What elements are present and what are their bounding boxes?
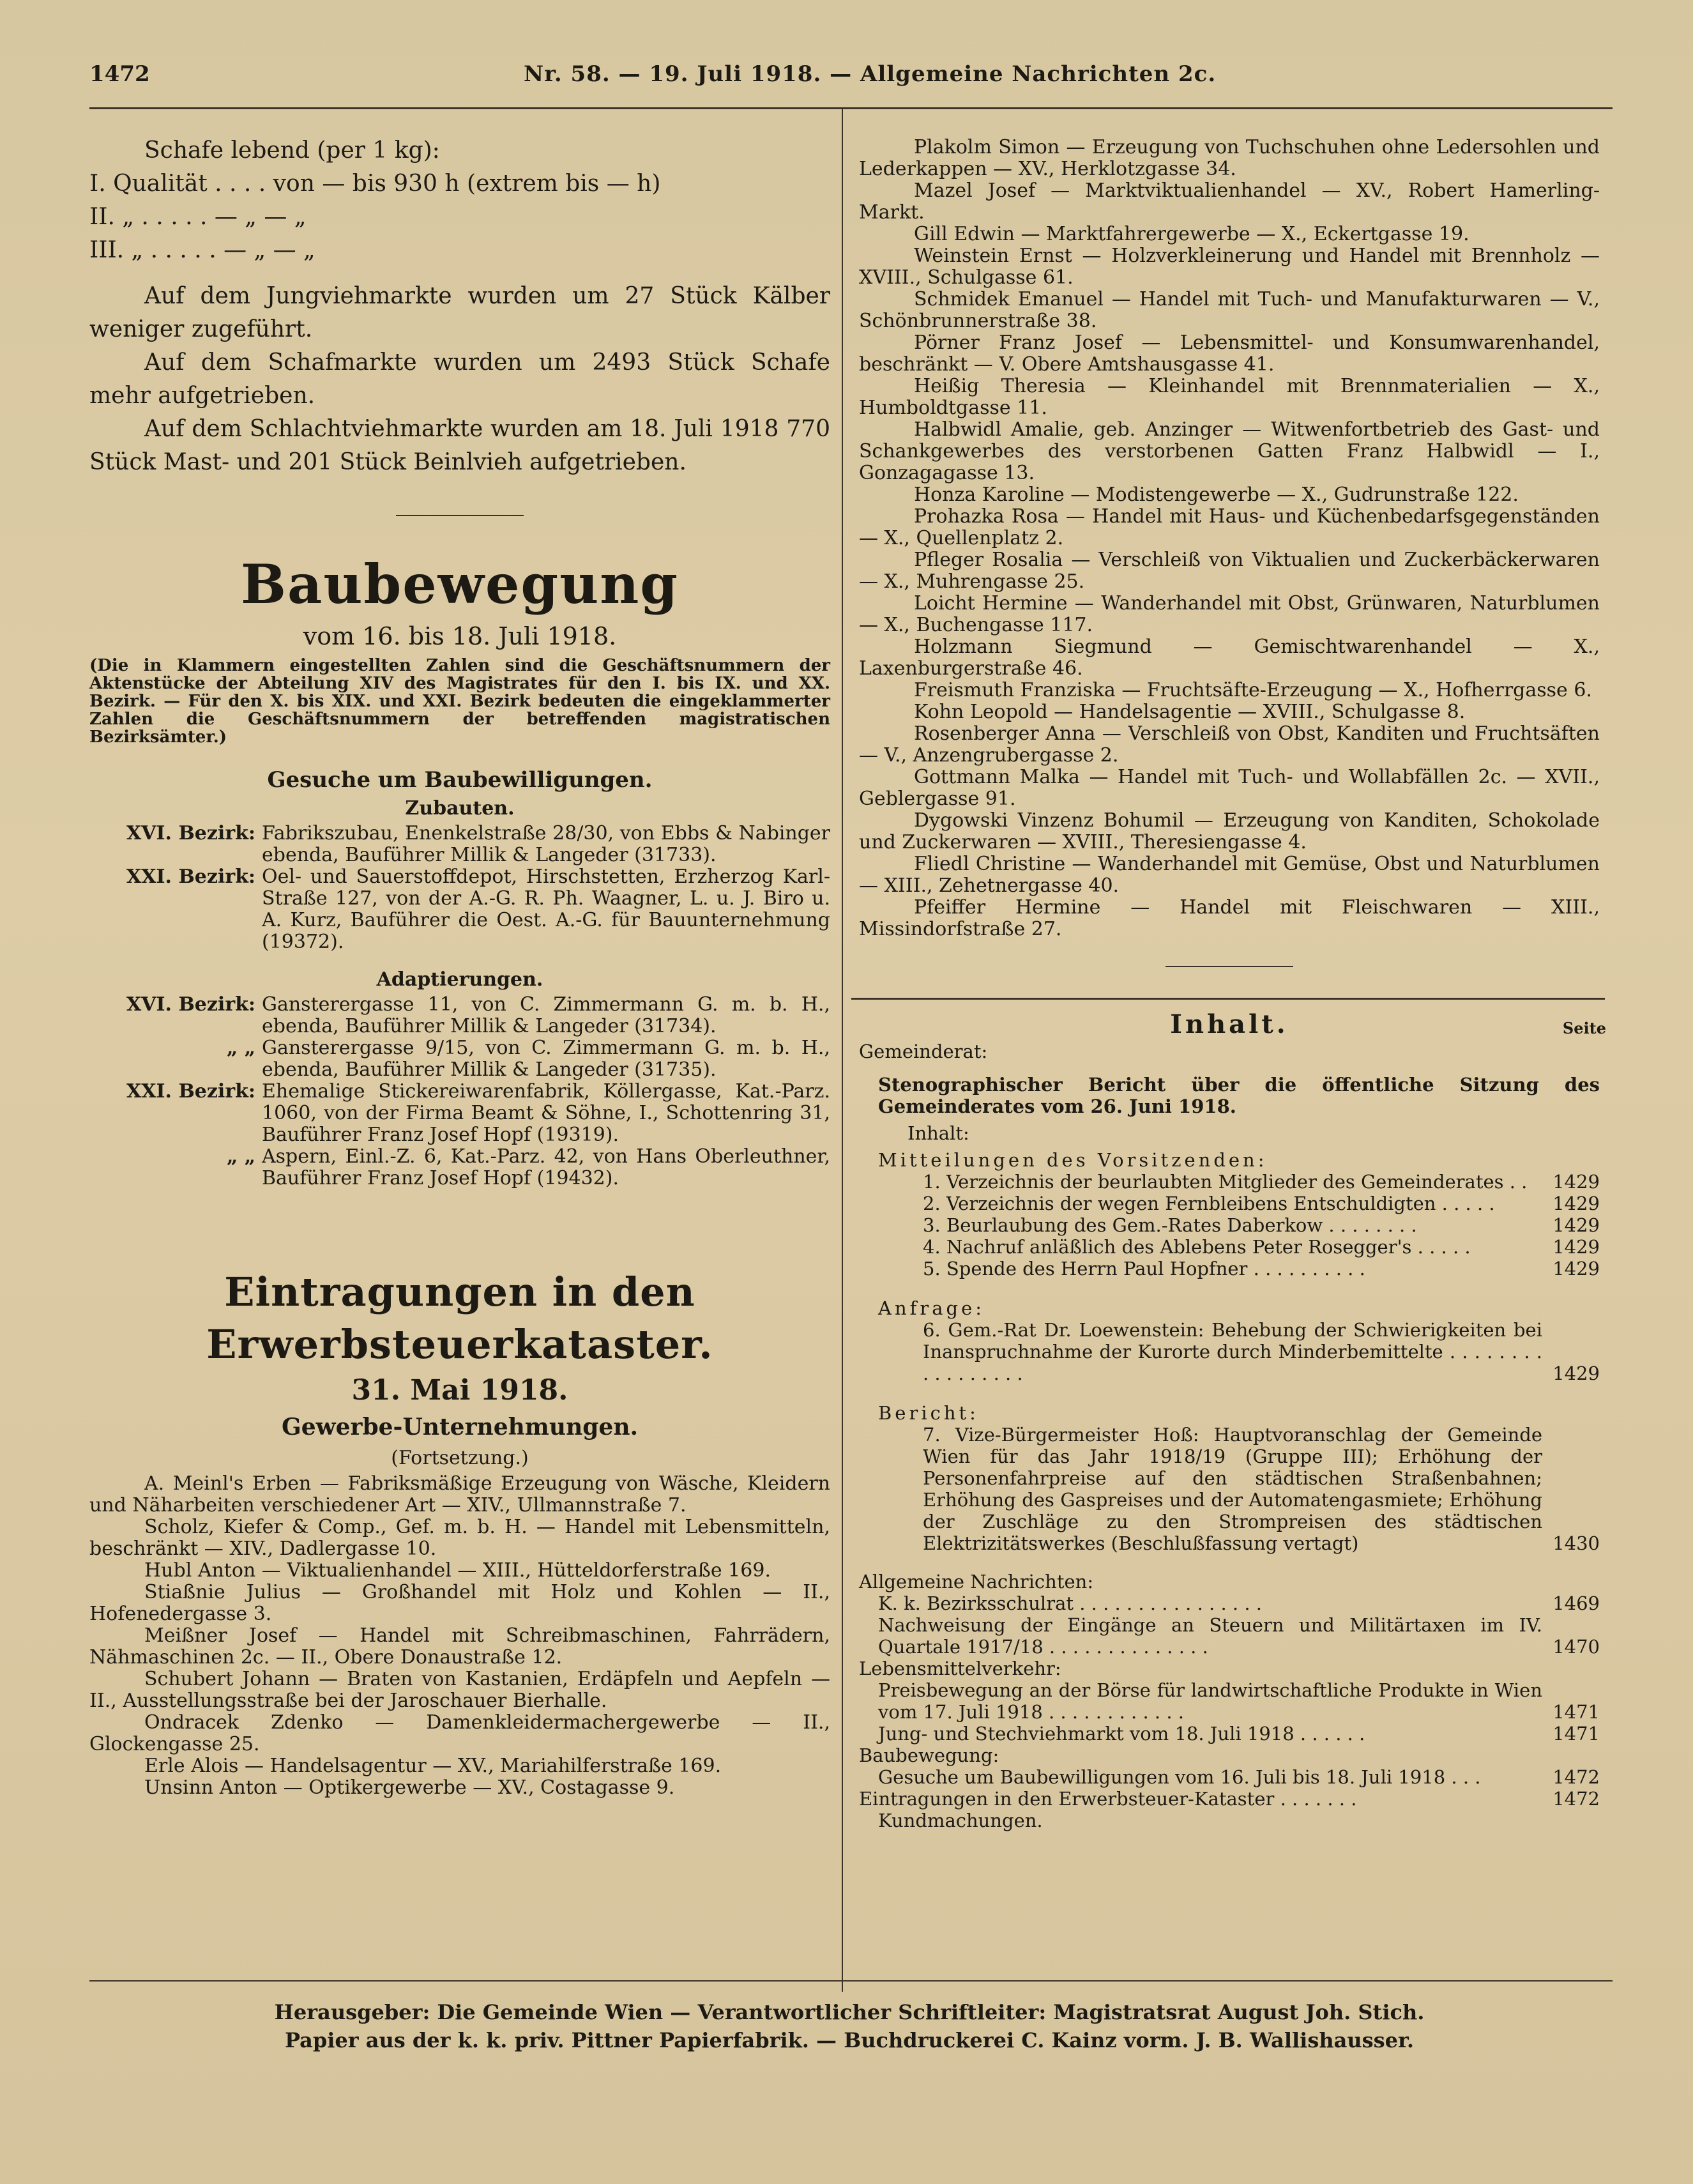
toc-anfrage: Anfrage: bbox=[878, 1297, 985, 1319]
district-label: XXI. Bezirk: bbox=[126, 1080, 255, 1103]
imprint-line-1: Herausgeber: Die Gemeinde Wien — Verantwortlicher Schriftleiter: Magistratsrat August Joh. Stich. bbox=[274, 2000, 1425, 2024]
market-paragraph: Auf dem Schafmarkte wurden um 2493 Stück Schafe mehr aufgetrieben. bbox=[89, 349, 830, 409]
toc-row-page: 1472 bbox=[1553, 1766, 1600, 1788]
toc-row-page: 1429 bbox=[1553, 1258, 1600, 1279]
toc-mitteilungen-items bbox=[859, 1171, 1600, 1279]
business-entry: Honza Karoline — Modistengewerbe — X., Gudrunstraße 122. bbox=[914, 484, 1519, 506]
district-label: XXI. Bezirk: bbox=[126, 866, 255, 888]
business-entry: Heißig Theresia — Kleinhandel mit Brennmaterialien — X., Humboldtgasse 11. bbox=[859, 375, 1600, 419]
toc-row-text: 7. Vize-Bürgermeister Hoß: Hauptvoranschlag der Gemeinde Wien für das Jahr 1918/19 (Gruppe III); Erhöhung der Personenfahrpreise auf den städtischen Straßenbahnen; Erhöhung des Gaspreises und der Automatengasmiete; Erhöhung der Zuschläge zu den Strompreisen des städtischen Elektrizitätswerkes (Beschlußfassung vertagt) bbox=[923, 1424, 1542, 1554]
sheep-row: II. „ . . . . . — „ — „ bbox=[89, 204, 307, 230]
business-entry: Unsinn Anton — Optikergewerbe — XV., Costagasse 9. bbox=[144, 1776, 675, 1799]
gewerbe-title: Gewerbe-Unternehmungen. bbox=[281, 1414, 639, 1440]
toc-bericht: Bericht: bbox=[878, 1402, 979, 1424]
toc-row-page: 1430 bbox=[1553, 1532, 1600, 1554]
page-number: 1472 bbox=[89, 61, 150, 87]
fortsetzung-label: (Fortsetzung.) bbox=[391, 1447, 529, 1469]
toc-bericht-title: Stenographischer Bericht über die öffentliche Sitzung des Gemeinderates vom 26. Juni 1918. bbox=[878, 1074, 1600, 1117]
toc-row-page: 1471 bbox=[1553, 1723, 1600, 1745]
toc-allg: Allgemeine Nachrichten: bbox=[859, 1571, 1094, 1592]
toc-lebensmittel-items bbox=[859, 1679, 1600, 1745]
separator bbox=[396, 515, 524, 516]
left-column bbox=[89, 134, 830, 1799]
toc-row bbox=[859, 1424, 1600, 1554]
adaptierungen-list bbox=[89, 994, 830, 1189]
toc-row bbox=[859, 1592, 1600, 1614]
permit-entry bbox=[89, 1081, 830, 1146]
permit-entry bbox=[89, 1037, 830, 1081]
page-title: Nr. 58. — 19. Juli 1918. — Allgemeine Nachrichten 2c. bbox=[524, 61, 1217, 87]
toc-baubewegung-items bbox=[859, 1766, 1600, 1788]
page-header bbox=[89, 61, 1609, 100]
sheep-heading: Schafe lebend (per 1 kg): bbox=[144, 137, 440, 164]
toc-row bbox=[859, 1319, 1600, 1384]
business-entry: A. Meinl's Erben — Fabriksmäßige Erzeugung von Wäsche, Kleidern und Näharbeiten verschiedener Art — XIV., Ullmannstraße 7. bbox=[89, 1472, 830, 1516]
permit-text: Ehemalige Stickereiwarenfabrik, Köllergasse, Kat.-Parz. 1060, von der Firma Beamt & Söhne, I., Schottenring 31, Bauführer Franz Josef Hopf (19319). bbox=[262, 1080, 830, 1146]
business-entry: Holzmann Siegmund — Gemischtwarenhandel — X., Laxenburgerstraße 46. bbox=[859, 636, 1600, 680]
business-entry: Gill Edwin — Marktfahrergewerbe — X., Eckertgasse 19. bbox=[914, 223, 1469, 245]
baubewegung-note: (Die in Klammern eingestellten Zahlen sind die Geschäftsnummern der Aktenstücke der Abteilung XIV des Magistrates für den I. bis IX. und XX. Bezirk. — Für den X. bis XIX. und XXI. Bezirk bedeuten die eingeklammerter Zahlen die Geschäftsnummern der betreffenden magistratischen Bezirksämter.) bbox=[89, 656, 830, 747]
toc-row-page: 1429 bbox=[1553, 1214, 1600, 1236]
toc-row-text: K. k. Bezirksschulrat . . . . . . . . . . . . . . . . bbox=[878, 1592, 1262, 1614]
business-entry: Loicht Hermine — Wanderhandel mit Obst, Grünwaren, Naturblumen — X., Buchengasse 117. bbox=[859, 592, 1600, 636]
toc-row-page: 1472 bbox=[1553, 1788, 1600, 1810]
business-entry: Pörner Franz Josef — Lebensmittel- und Konsumwarenhandel, beschränkt — V. Obere Amtshausgasse 41. bbox=[859, 332, 1600, 376]
business-entry: Hubl Anton — Viktualienhandel — XIII., Hütteldorferstraße 169. bbox=[144, 1559, 771, 1582]
seite-label: Seite bbox=[1562, 1019, 1606, 1037]
adaptierungen-title: Adaptierungen. bbox=[376, 968, 543, 991]
toc-row bbox=[859, 1258, 1600, 1279]
toc-row bbox=[859, 1723, 1600, 1745]
market-paragraph: Auf dem Jungviehmarkte wurden um 27 Stück Kälber weniger zugeführt. bbox=[89, 283, 830, 342]
toc-row-text: 1. Verzeichnis der beurlaubten Mitglieder des Gemeinderates . . bbox=[923, 1171, 1528, 1193]
header-rule bbox=[89, 107, 1613, 109]
toc-row bbox=[859, 1766, 1600, 1788]
business-entry: Stiaßnie Julius — Großhandel mit Holz und Kohlen — II., Hofenedergasse 3. bbox=[89, 1581, 830, 1625]
business-entry: Kohn Leopold — Handelsagentie — XVIII., Schulgasse 8. bbox=[914, 701, 1466, 723]
separator bbox=[1165, 966, 1293, 967]
eintragungen-date: 31. Mai 1918. bbox=[351, 1374, 568, 1407]
permit-entry bbox=[89, 1146, 830, 1189]
toc-row-page: 1429 bbox=[1553, 1236, 1600, 1258]
inhalt-header bbox=[859, 1009, 1606, 1041]
permit-text: Oel- und Sauerstoffdepot, Hirschstetten, Erzherzog Karl-Straße 127, von der A.-G. R. Ph. Waagner, L. u. J. Biro u. A. Kurz, Bauführer die Oest. A.-G. für Bauunternehmung (19372). bbox=[262, 866, 830, 953]
toc-row-text: 3. Beurlaubung des Gem.-Rates Daberkow . . . . . . . . bbox=[923, 1214, 1417, 1236]
district-label: XVI. Bezirk: bbox=[126, 993, 255, 1016]
permit-entry bbox=[89, 866, 830, 953]
market-paragraphs bbox=[89, 280, 830, 479]
toc-row-page: 1470 bbox=[1553, 1636, 1600, 1658]
inhalt-title: Inhalt. bbox=[1170, 1009, 1289, 1039]
gesuche-title: Gesuche um Baubewilligungen. bbox=[267, 767, 653, 793]
business-entry: Prohazka Rosa — Handel mit Haus- und Küchenbedarfsgegenständen — X., Quellenplatz 2. bbox=[859, 505, 1600, 549]
district-label: „ „ bbox=[227, 1145, 255, 1168]
sheep-row: III. „ . . . . . — „ — „ bbox=[89, 237, 315, 263]
toc-allg-items bbox=[859, 1592, 1600, 1658]
toc-baubewegung: Baubewegung: bbox=[859, 1745, 999, 1766]
toc-anfrage-items bbox=[859, 1319, 1600, 1384]
permit-entry bbox=[89, 994, 830, 1037]
zubauten-title: Zubauten. bbox=[405, 797, 515, 820]
business-entry: Plakolm Simon — Erzeugung von Tuchschuhen ohne Ledersohlen und Lederkappen — XV., Herklotzgasse 34. bbox=[859, 136, 1600, 180]
business-entry: Meißner Josef — Handel mit Schreibmaschinen, Fahrrädern, Nähmaschinen 2c. — II., Obere Donaustraße 12. bbox=[89, 1624, 830, 1669]
toc-row bbox=[859, 1193, 1600, 1214]
business-entry: Scholz, Kiefer & Comp., Gef. m. b. H. — Handel mit Lebensmitteln, beschränkt — XIV., Dadlergasse 10. bbox=[89, 1516, 830, 1560]
toc-row-page: 1471 bbox=[1553, 1701, 1600, 1723]
toc-row-text: Nachweisung der Eingänge an Steuern und Militärtaxen im IV. Quartale 1917/18 . . . . . . . . . . . . . . bbox=[878, 1614, 1542, 1658]
zubauten-list bbox=[89, 823, 830, 953]
business-entry: Schmidek Emanuel — Handel mit Tuch- und Manufakturwaren — V., Schönbrunnerstraße 38. bbox=[859, 288, 1600, 332]
eintragungen-title: Eintragungen in den Erwerbsteuerkataster. bbox=[206, 1269, 713, 1368]
business-entry: Freismuth Franziska — Fruchtsäfte-Erzeugung — X., Hofherrgasse 6. bbox=[914, 679, 1592, 701]
toc-row-text: Jung- und Stechviehmarkt vom 18. Juli 1918 . . . . . . bbox=[878, 1723, 1365, 1745]
table-of-contents bbox=[859, 1041, 1600, 1831]
business-entry: Weinstein Ernst — Holzverkleinerung und Handel mit Brennholz — XVIII., Schulgasse 61. bbox=[859, 245, 1600, 289]
toc-row-text: 6. Gem.-Rat Dr. Loewenstein: Behebung der Schwierigkeiten bei Inanspruchnahme der Kurorte durch Minderbemittelte . . . . . . . . . . . . . . . . . bbox=[923, 1319, 1542, 1384]
district-label: XVI. Bezirk: bbox=[126, 822, 255, 844]
permit-text: Aspern, Einl.-Z. 6, Kat.-Parz. 42, von Hans Oberleuthner, Bauführer Franz Josef Hopf (19432). bbox=[262, 1145, 830, 1189]
business-entry: Halbwidl Amalie, geb. Anzinger — Witwenfortbetrieb des Gast- und Schankgewerbes des verstorbenen Gatten Franz Halbwidl — I., Gonzagagasse 13. bbox=[859, 418, 1600, 484]
permit-text: Gansterergasse 9/15, von C. Zimmermann G. m. b. H., ebenda, Bauführer Millik & Langeder (31735). bbox=[262, 1037, 830, 1081]
district-label: „ „ bbox=[227, 1037, 255, 1059]
toc-row-page: 1429 bbox=[1553, 1363, 1600, 1384]
toc-kundmachungen: Kundmachungen. bbox=[878, 1810, 1043, 1831]
imprint-line-2: Papier aus der k. k. priv. Pittner Papierfabrik. — Buchdruckerei C. Kainz vorm. J. B. Wallishausser. bbox=[284, 2028, 1415, 2052]
toc-gemeinderat: Gemeinderat: bbox=[859, 1041, 988, 1062]
imprint bbox=[89, 1998, 1609, 2054]
toc-row-text: 4. Nachruf anläßlich des Ablebens Peter Rosegger's . . . . . bbox=[923, 1236, 1471, 1258]
business-entry: Fliedl Christine — Wanderhandel mit Gemüse, Obst und Naturblumen — XIII., Zehetnergasse 40. bbox=[859, 853, 1600, 897]
toc-mitteilungen: Mitteilungen des Vorsitzenden: bbox=[878, 1149, 1268, 1171]
business-entry: Rosenberger Anna — Verschleiß von Obst, Kanditen und Fruchtsäften — V., Anzengrubergasse 2. bbox=[859, 722, 1600, 767]
permit-text: Fabrikszubau, Enenkelstraße 28/30, von Ebbs & Nabinger ebenda, Bauführer Millik & Langeder (31733). bbox=[262, 822, 830, 866]
toc-row bbox=[859, 1788, 1600, 1810]
permit-text: Gansterergasse 11, von C. Zimmermann G. m. b. H., ebenda, Bauführer Millik & Langeder (31734). bbox=[262, 993, 830, 1037]
right-column bbox=[859, 136, 1606, 1831]
toc-row-text: 5. Spende des Herrn Paul Hopfner . . . . . . . . . . bbox=[923, 1258, 1365, 1279]
toc-row-page: 1429 bbox=[1553, 1171, 1600, 1193]
business-entry: Gottmann Malka — Handel mit Tuch- und Wollabfällen 2c. — XVII., Geblergasse 91. bbox=[859, 766, 1600, 810]
toc-inhalt-label: Inhalt: bbox=[907, 1122, 969, 1144]
toc-row-text: Eintragungen in den Erwerbsteuer-Kataster . . . . . . . bbox=[859, 1788, 1357, 1810]
business-entry: Pfleger Rosalia — Verschleiß von Viktualien und Zuckerbäckerwaren — X., Muhrengasse 25. bbox=[859, 549, 1600, 593]
column-divider bbox=[842, 107, 843, 1992]
toc-row-page: 1429 bbox=[1553, 1193, 1600, 1214]
business-entry: Erle Alois — Handelsagentur — XV., Mariahilferstraße 169. bbox=[144, 1755, 722, 1777]
toc-row bbox=[859, 1679, 1600, 1723]
toc-row-text: 2. Verzeichnis der wegen Fernbleibens Entschuldigten . . . . . bbox=[923, 1193, 1495, 1214]
toc-row-text: Gesuche um Baubewilligungen vom 16. Juli bis 18. Juli 1918 . . . bbox=[878, 1766, 1481, 1788]
business-entry: Dygowski Vinzenz Bohumil — Erzeugung von Kanditen, Schokolade und Zuckerwaren — XVIII., Theresiengasse 4. bbox=[859, 809, 1600, 853]
toc-lebensmittel: Lebensmittelverkehr: bbox=[859, 1658, 1061, 1679]
inhalt-rule bbox=[851, 998, 1605, 1000]
baubewegung-title: Baubewegung bbox=[240, 553, 679, 616]
gewerbe-entries-continued bbox=[859, 137, 1600, 940]
toc-row bbox=[859, 1171, 1600, 1193]
sheep-price-table bbox=[89, 167, 830, 267]
toc-row-page: 1469 bbox=[1553, 1592, 1600, 1614]
market-paragraph: Auf dem Schlachtviehmarkte wurden am 18. Juli 1918 770 Stück Mast- und 201 Stück Beinlvieh aufgetrieben. bbox=[89, 416, 830, 475]
footer-rule bbox=[89, 1980, 1613, 1982]
business-entry: Schubert Johann — Braten von Kastanien, Erdäpfeln und Aepfeln — II., Ausstellungsstraße bei der Jaroschauer Bierhalle. bbox=[89, 1668, 830, 1712]
sheep-row: I. Qualität . . . . von — bis 930 h (extrem bis — h) bbox=[89, 171, 661, 197]
toc-bericht-items bbox=[859, 1424, 1600, 1554]
toc-row bbox=[859, 1214, 1600, 1236]
business-entry: Pfeiffer Hermine — Handel mit Fleischwaren — XIII., Missindorfstraße 27. bbox=[859, 896, 1600, 940]
business-entry: Ondracek Zdenko — Damenkleidermachergewerbe — II., Glockengasse 25. bbox=[89, 1711, 830, 1755]
eintragungen-list bbox=[89, 1473, 830, 1799]
toc-row bbox=[859, 1614, 1600, 1658]
baubewegung-subtitle: vom 16. bis 18. Juli 1918. bbox=[303, 622, 617, 650]
business-entry: Mazel Josef — Marktviktualienhandel — XV., Robert Hamerling-Markt. bbox=[859, 179, 1600, 224]
toc-row bbox=[859, 1236, 1600, 1258]
toc-row-text: Preisbewegung an der Börse für landwirtschaftliche Produkte in Wien vom 17. Juli 1918 . . . . . . . . . . . . bbox=[878, 1679, 1542, 1723]
permit-entry bbox=[89, 823, 830, 866]
